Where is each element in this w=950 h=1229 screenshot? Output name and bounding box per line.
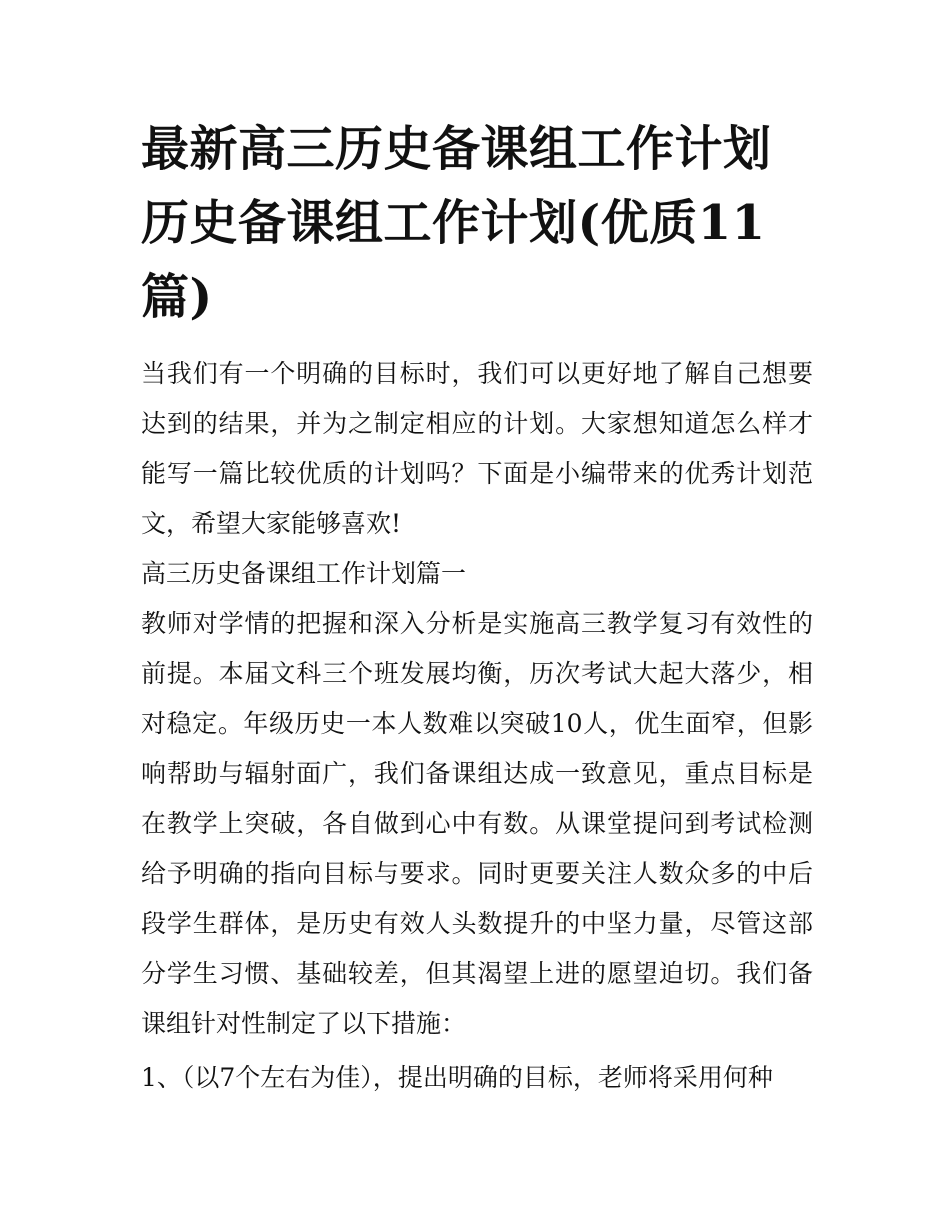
intro-paragraph: 当我们有一个明确的目标时，我们可以更好地了解自己想要达到的结果，并为之制定相应的计划。大家想知道怎么样才能写一篇比较优质的计划吗？下面是小编带来的优秀计划范文，希望大家能够喜欢! <box>141 359 813 538</box>
document-title: 最新高三历史备课组工作计划 历史备课组工作计划(优质11篇) <box>141 121 772 325</box>
document-page <box>141 112 813 1103</box>
section-heading: 高三历史备课组工作计划篇一 <box>141 559 467 588</box>
body-paragraph: 教师对学情的把握和深入分析是实施高三教学复习有效性的前提。本届文科三个班发展均衡，历次考试大起大落少，相对稳定。年级历史一本人数难以突破10人，优生面窄，但影响帮助与辐射面广，我们备课组达成一致意见，重点目标是在教学上突破，各自做到心中有数。从课堂提问到考试检测给予明确的指向目标与要求。同时更要关注人数众多的中后段学生群体，是历史有效人头数提升的中坚力量，尽管这部分学生习惯、基础较差，但其渴望上进的愿望迫切。我们备课组针对性制定了以下措施： <box>141 609 813 1038</box>
list-item-1: 1、（以7个左右为佳），提出明确的目标，老师将采用何种 <box>141 1063 773 1092</box>
